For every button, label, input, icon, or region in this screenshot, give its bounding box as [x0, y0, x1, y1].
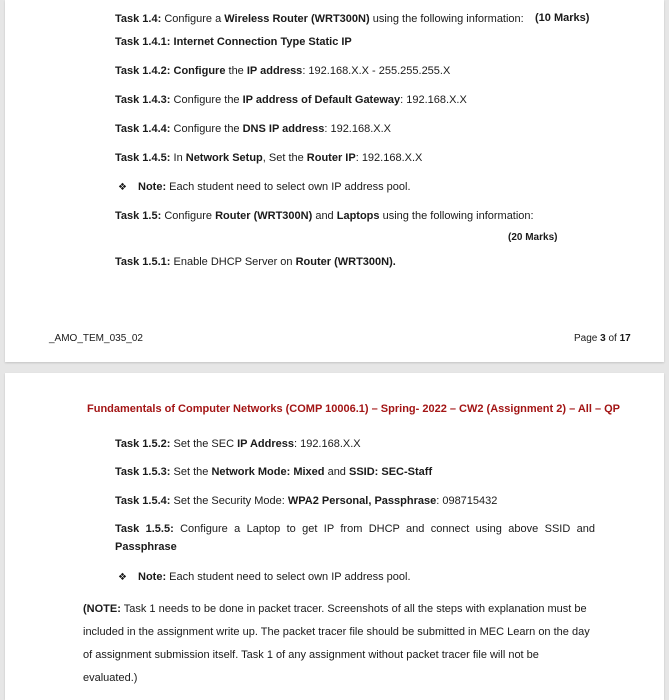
note-2: ❖ Note: Each student need to select own IP address pool. — [118, 571, 411, 583]
task-1-4-3: Task 1.4.3: Configure the IP address of Default Gateway: 192.168.X.X — [115, 94, 467, 106]
task-1-5-3: Task 1.5.3: Set the Network Mode: Mixed and SSID: SEC-Staff — [115, 466, 433, 478]
task-1-5-4: Task 1.5.4: Set the Security Mode: WPA2 Personal, Passphrase: 098715432 — [115, 495, 498, 507]
task-1-5-2: Task 1.5.2: Set the SEC IP Address: 192.168.X.X — [115, 438, 361, 450]
task-1-4: Task 1.4: Configure a Wireless Router (WRT300N) using the following information: — [115, 13, 524, 25]
page-3 — [5, 0, 664, 362]
task-1-5-marks: (20 Marks) — [508, 232, 558, 243]
page-4 — [5, 373, 664, 700]
template-code: _AMO_TEM_035_02 — [49, 333, 143, 344]
diamond-bullet-icon: ❖ — [118, 182, 127, 193]
diamond-bullet-icon: ❖ — [118, 572, 127, 583]
task-1-5-5: Task 1.5.5: Configure a Laptop to get IP from DHCP and connect using above SSID and Passphrase — [115, 523, 595, 553]
page-number: Page 3 of 17 — [574, 333, 631, 344]
task-1-4-4: Task 1.4.4: Configure the DNS IP address: 192.168.X.X — [115, 123, 392, 135]
task-1-4-marks: (10 Marks) — [535, 12, 590, 24]
task-1-5-1: Task 1.5.1: Enable DHCP Server on Router (WRT300N). — [115, 256, 396, 268]
packet-tracer-note: (NOTE: Task 1 needs to be done in packet tracer. Screenshots of all the steps with explanation must be included in the assignment write up. The packet tracer file should be submitted in MEC Learn on the day of assignment submission itself. Task 1 of any assignment without packet tracer file will not be evaluated.) — [83, 603, 590, 684]
note-1: ❖ Note: Each student need to select own IP address pool. — [118, 181, 411, 193]
task-1-5: Task 1.5: Configure Router (WRT300N) and Laptops using the following information: — [115, 210, 534, 222]
task-1-4-2: Task 1.4.2: Configure the IP address: 192.168.X.X - 255.255.255.X — [115, 65, 451, 77]
task-1-4-1: Task 1.4.1: Internet Connection Type Static IP — [115, 36, 352, 48]
task-1-4-5: Task 1.4.5: In Network Setup, Set the Router IP: 192.168.X.X — [115, 152, 423, 164]
document-header: Fundamentals of Computer Networks (COMP 10006.1) – Spring- 2022 – CW2 (Assignment 2) – All – QP — [87, 403, 621, 415]
